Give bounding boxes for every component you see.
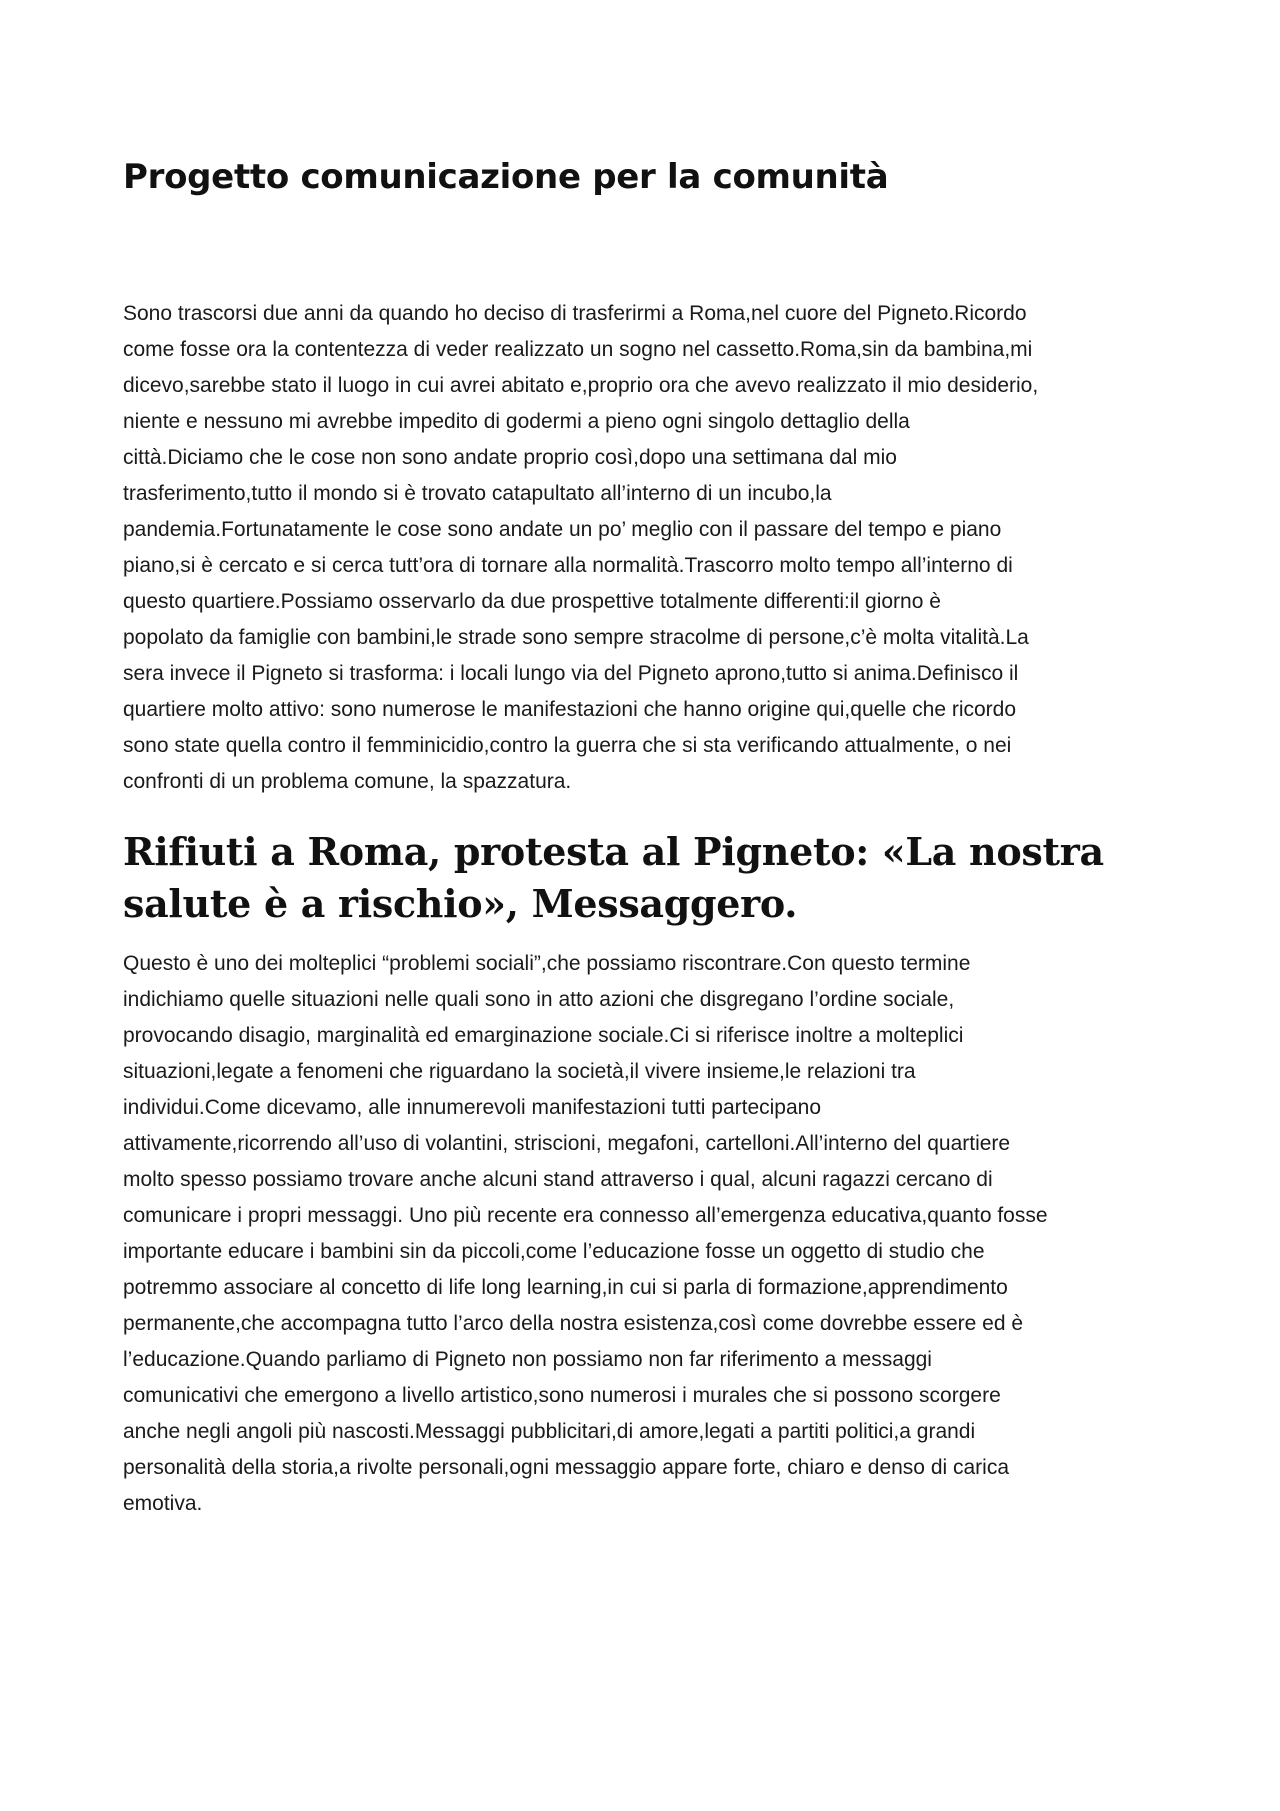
text-line: sono state quella contro il femminicidio,contro la guerra che si sta verificando attualmente, o nei — [123, 734, 1012, 757]
text-line: pandemia.Fortunatamente le cose sono andate un po’ meglio con il passare del tempo e piano — [123, 518, 1002, 541]
text-line: personalità della storia,a rivolte personali,ogni messaggio appare forte, chiaro e denso di carica — [123, 1456, 1010, 1479]
text-line: quartiere molto attivo: sono numerose le manifestazioni che hanno origine qui,quelle che ricordo — [123, 698, 1017, 721]
text-line: importante educare i bambini sin da piccoli,come l’educazione fosse un oggetto di studio che — [123, 1240, 985, 1263]
text-line: individui.Come dicevamo, alle innumerevoli manifestazioni tutti partecipano — [123, 1096, 822, 1119]
body-paragraph — [123, 946, 1173, 1522]
text-line: confronti di un problema comune, la spazzatura. — [123, 770, 572, 793]
text-line: come fosse ora la contentezza di veder realizzato un sogno nel cassetto.Roma,sin da bambina,mi — [123, 338, 1033, 361]
headline-line: Rifiuti a Roma, protesta al Pigneto: «La nostra — [123, 829, 1104, 874]
text-line: dicevo,sarebbe stato il luogo in cui avrei abitato e,proprio ora che avevo realizzato il mio desiderio, — [123, 374, 1039, 397]
text-line: permanente,che accompagna tutto l’arco della nostra esistenza,così come dovrebbe essere ed è — [123, 1312, 1024, 1335]
text-line: provocando disagio, marginalità ed emarginazione sociale.Ci si riferisce inoltre a molteplici — [123, 1024, 964, 1047]
text-line: molto spesso possiamo trovare anche alcuni stand attraverso i qual, alcuni ragazzi cercano di — [123, 1168, 993, 1191]
text-line: situazioni,legate a fenomeni che riguardano la società,il vivere insieme,le relazioni tra — [123, 1060, 916, 1083]
intro-paragraph — [123, 296, 1173, 800]
page-title: Progetto comunicazione per la comunità — [123, 157, 889, 197]
text-line: anche negli angoli più nascosti.Messaggi pubblicitari,di amore,legati a partiti politici,a grandi — [123, 1420, 976, 1443]
text-line: l’educazione.Quando parliamo di Pigneto non possiamo non far riferimento a messaggi — [123, 1348, 932, 1371]
text-line: sera invece il Pigneto si trasforma: i locali lungo via del Pigneto aprono,tutto si anima.Definisco il — [123, 662, 1019, 685]
text-line: Sono trascorsi due anni da quando ho deciso di trasferirmi a Roma,nel cuore del Pigneto.Ricordo — [123, 302, 1027, 325]
text-line: emotiva. — [123, 1492, 203, 1515]
headline-line: salute è a rischio», Messaggero. — [123, 881, 798, 926]
text-line: Questo è uno dei molteplici “problemi sociali”,che possiamo riscontrare.Con questo termine — [123, 952, 971, 975]
text-line: popolato da famiglie con bambini,le strade sono sempre stracolme di persone,c’è molta vitalità.La — [123, 626, 1029, 649]
text-line: attivamente,ricorrendo all’uso di volantini, striscioni, megafoni, cartelloni.All’interno del quartiere — [123, 1132, 1011, 1155]
text-line: indichiamo quelle situazioni nelle quali sono in atto azioni che disgregano l’ordine sociale, — [123, 988, 955, 1011]
text-line: comunicativi che emergono a livello artistico,sono numerosi i murales che si possono scorgere — [123, 1384, 1001, 1407]
article-headline — [123, 826, 1173, 930]
text-line: niente e nessuno mi avrebbe impedito di godermi a pieno ogni singolo dettaglio della — [123, 410, 910, 433]
text-line: potremmo associare al concetto di life long learning,in cui si parla di formazione,apprendimento — [123, 1276, 1008, 1299]
text-line: questo quartiere.Possiamo osservarlo da due prospettive totalmente differenti:il giorno è — [123, 590, 941, 613]
text-line: piano,si è cercato e si cerca tutt’ora di tornare alla normalità.Trascorro molto tempo all’interno di — [123, 554, 1013, 577]
text-line: trasferimento,tutto il mondo si è trovato catapultato all’interno di un incubo,la — [123, 482, 832, 505]
text-line: città.Diciamo che le cose non sono andate proprio così,dopo una settimana dal mio — [123, 446, 897, 469]
text-line: comunicare i propri messaggi. Uno più recente era connesso all’emergenza educativa,quanto fosse — [123, 1204, 1048, 1227]
